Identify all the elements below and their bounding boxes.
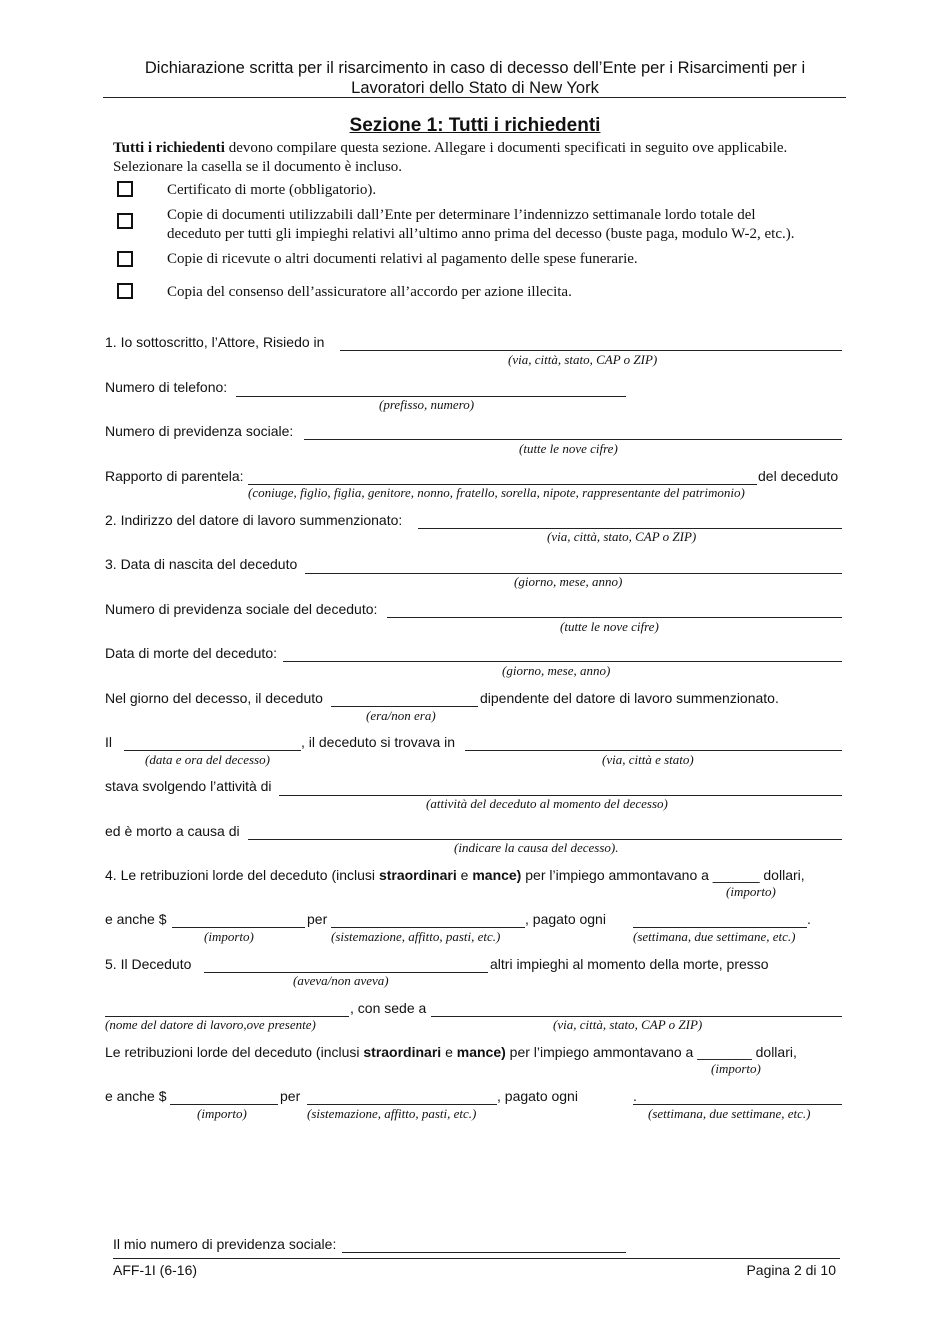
title-line-2: Lavoratori dello Stato di New York	[351, 79, 599, 97]
other-employment-label: 5. Il Deceduto	[105, 956, 192, 972]
other-employer-location-label: , con sede a	[350, 1000, 427, 1016]
other-extra-pay-label: e anche $	[105, 1088, 167, 1104]
employment-status-hint: (era/non era)	[366, 708, 436, 723]
other-employment-suffix: altri impieghi al momento della morte, presso	[490, 956, 769, 972]
other-wages-text-c: per l’impiego ammontavano a _______ dollari,	[505, 1044, 797, 1060]
checklist-item-funeral-receipts: Copie di ricevute o altri documenti relativi al pagamento delle spese funerarie.	[167, 251, 638, 267]
other-extra-pay-type-hint: (sistemazione, affitto, pasti, etc.)	[307, 1106, 477, 1121]
extra-pay-amount-hint: (importo)	[204, 929, 254, 944]
extra-pay-per-label: per	[307, 911, 328, 927]
intro-text: devono compilare questa sezione. Allegare i documenti specificati in seguito ove applicabile.	[224, 140, 788, 156]
checklist-item-death-certificate: Certificato di morte (obbligatorio).	[167, 182, 377, 198]
death-time-field[interactable]	[124, 750, 301, 751]
wage-documents-line-2: deceduto per tutti gli impieghi relativi all’ultimo anno prima del decesso (buste paga, modulo W-2, etc.).	[167, 226, 795, 242]
wages-text-c: per l’impiego ammontavano a ______ dollari,	[521, 867, 805, 883]
other-employment-hint: (aveva/non aveva)	[293, 973, 389, 988]
residence-hint: (via, città, stato, CAP o ZIP)	[508, 352, 658, 367]
deceased-ssn-hint: (tutte le nove cifre)	[560, 619, 659, 634]
other-extra-pay-per-label: per	[280, 1088, 301, 1104]
other-extra-pay-amount-hint: (importo)	[197, 1106, 247, 1121]
death-place-field[interactable]	[465, 750, 842, 751]
employer-address-hint: (via, città, stato, CAP o ZIP)	[547, 529, 697, 544]
ssn-field[interactable]	[304, 439, 842, 440]
deceased-ssn-label: Numero di previdenza sociale del deceduto:	[105, 601, 378, 617]
checkbox-insurer-consent[interactable]	[117, 283, 133, 299]
other-wages-amount-hint: (importo)	[711, 1061, 761, 1076]
death-date-field[interactable]	[283, 661, 842, 662]
other-wages-statement	[105, 1044, 797, 1060]
document-title	[0, 58, 950, 98]
activity-hint: (attività del deceduto al momento del decesso)	[426, 796, 668, 811]
relationship-suffix: del deceduto	[758, 468, 839, 484]
death-time-label: Il	[105, 734, 112, 750]
my-ssn-label: Il mio numero di previdenza sociale:	[113, 1236, 337, 1252]
header-rule	[103, 97, 846, 98]
residence-label: 1. Io sottoscritto, l’Attore, Risiedo in	[105, 334, 325, 350]
extra-pay-period-label: , pagato ogni	[525, 911, 606, 927]
employer-address-label: 2. Indirizzo del datore di lavoro summenzionato:	[105, 512, 403, 528]
other-wages-overtime: straordinari	[363, 1044, 442, 1060]
death-place-hint: (via, città e stato)	[602, 752, 694, 767]
other-extra-pay-period-hint: (settimana, due settimane, etc.)	[648, 1106, 811, 1121]
my-ssn-field[interactable]	[342, 1252, 626, 1253]
other-extra-pay-period-field[interactable]	[633, 1104, 842, 1105]
employment-status-field[interactable]	[331, 706, 478, 707]
extra-pay-type-field[interactable]	[331, 927, 525, 928]
extra-pay-period-end: .	[807, 911, 811, 927]
extra-pay-amount-field[interactable]	[172, 927, 305, 928]
phone-label: Numero di telefono:	[105, 379, 228, 395]
section-intro	[113, 139, 787, 177]
employment-status-suffix: dipendente del datore di lavoro summenzionato.	[480, 690, 779, 706]
intro-bold: Tutti i richiedenti	[113, 140, 225, 156]
wages-text-a: 4. Le retribuzioni lorde del deceduto (inclusi	[105, 867, 379, 883]
wages-amount-hint: (importo)	[726, 884, 776, 899]
other-extra-pay-period-end: .	[633, 1088, 637, 1104]
other-extra-pay-type-field[interactable]	[307, 1104, 497, 1105]
employment-status-label: Nel giorno del decesso, il deceduto	[105, 690, 323, 706]
section-title: Sezione 1: Tutti i richiedenti	[349, 115, 601, 136]
checklist-item-wage-documents	[167, 206, 794, 244]
activity-label: stava svolgendo l’attività di	[105, 778, 272, 794]
birth-date-label: 3. Data di nascita del deceduto	[105, 556, 298, 572]
wages-overtime: straordinari	[378, 867, 457, 883]
extra-pay-label: e anche $	[105, 911, 167, 927]
death-time-hint: (data e ora del decesso)	[145, 752, 270, 767]
footer-rule	[113, 1258, 840, 1259]
death-date-hint: (giorno, mese, anno)	[502, 663, 611, 678]
title-line-1: Dichiarazione scritta per il risarcimento in caso di decesso dell’Ente per i Risarcimenti per i	[144, 59, 806, 77]
other-wages-tips: mance)	[456, 1044, 506, 1060]
other-wages-text-and: e	[441, 1044, 457, 1060]
ssn-label: Numero di previdenza sociale:	[105, 423, 294, 439]
other-extra-pay-period-label: , pagato ogni	[497, 1088, 578, 1104]
wages-statement	[105, 867, 805, 883]
other-wages-text-a: Le retribuzioni lorde del deceduto (inclusi	[105, 1044, 364, 1060]
wage-documents-line-1: Copie di documenti utilizzabili dall’Ente per determinare l’indennizzo settimanale lordo totale del	[167, 207, 756, 223]
ssn-hint: (tutte le nove cifre)	[519, 441, 618, 456]
form-id: AFF-1I (6-16)	[113, 1262, 198, 1278]
death-date-label: Data di morte del deceduto:	[105, 645, 277, 661]
birth-date-hint: (giorno, mese, anno)	[514, 574, 623, 589]
extra-pay-period-field[interactable]	[633, 927, 807, 928]
wages-text-and: e	[456, 867, 473, 883]
checkbox-death-certificate[interactable]	[117, 181, 133, 197]
page-number: Pagina 2 di 10	[746, 1262, 836, 1278]
residence-field[interactable]	[340, 350, 842, 351]
wages-tips: mance)	[472, 867, 522, 883]
other-extra-pay-amount-field[interactable]	[170, 1104, 278, 1105]
cause-hint: (indicare la causa del decesso).	[454, 840, 619, 855]
extra-pay-type-hint: (sistemazione, affitto, pasti, etc.)	[331, 929, 501, 944]
checkbox-funeral-receipts[interactable]	[117, 251, 133, 267]
other-employer-address-hint: (via, città, stato, CAP o ZIP)	[553, 1017, 703, 1032]
cause-label: ed è morto a causa di	[105, 823, 240, 839]
relationship-hint: (coniuge, figlio, figlia, genitore, nonno, fratello, sorella, nipote, rappresentante del patrimonio)	[248, 485, 745, 500]
other-employer-name-hint: (nome del datore di lavoro,ove presente)	[105, 1017, 316, 1032]
death-place-label: , il deceduto si trovava in	[301, 734, 456, 750]
deceased-ssn-field[interactable]	[387, 617, 842, 618]
intro-line-2: Selezionare la casella se il documento è incluso.	[113, 159, 403, 175]
phone-hint: (prefisso, numero)	[379, 397, 475, 412]
checklist-item-insurer-consent: Copia del consenso dell’assicuratore all’accordo per azione illecita.	[167, 284, 572, 300]
relationship-label: Rapporto di parentela:	[105, 468, 244, 484]
checkbox-wage-documents[interactable]	[117, 213, 133, 229]
extra-pay-period-hint: (settimana, due settimane, etc.)	[633, 929, 796, 944]
